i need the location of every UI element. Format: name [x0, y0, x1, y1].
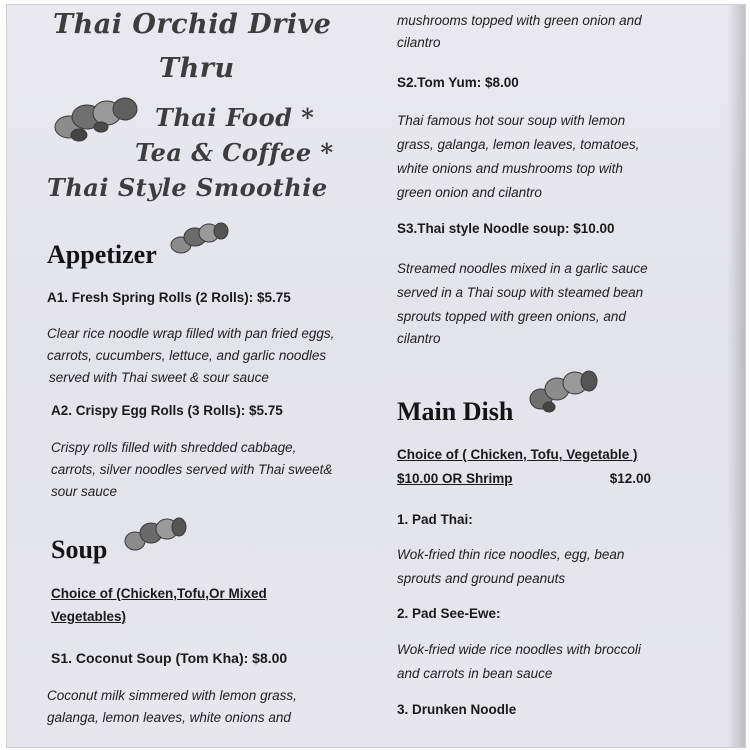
menu-item-name: A1. Fresh Spring Rolls (2 Rolls): $5.75 [47, 290, 291, 305]
soup-heading: Soup [51, 535, 108, 564]
menu-item-desc: and carrots in bean sauce [397, 666, 553, 681]
main-price-regular: $10.00 OR Shrimp [397, 471, 513, 486]
menu-item-desc: Clear rice noodle wrap filled with pan fried eggs, [47, 326, 335, 341]
main-dish-heading: Main Dish [397, 397, 514, 426]
menu-page [6, 4, 746, 748]
main-choice: Choice of ( Chicken, Tofu, Vegetable ) [397, 447, 638, 462]
menu-item-desc: green onion and cilantro [397, 185, 542, 200]
menu-item-desc: served with Thai sweet & sour sauce [49, 370, 269, 385]
restaurant-name-line2: Thru [159, 53, 235, 84]
menu-item-name: S3.Thai style Noodle soup: $10.00 [397, 221, 615, 236]
menu-item-desc: Streamed noodles mixed in a garlic sauce [397, 261, 648, 276]
menu-item-desc: Crispy rolls filled with shredded cabbage, [51, 440, 297, 455]
menu-item-desc: sprouts topped with green onions, and [397, 309, 626, 324]
menu-item-desc: carrots, cucumbers, lettuce, and garlic noodles [47, 348, 327, 363]
menu-item-desc: sour sauce [51, 484, 118, 499]
tagline-smoothie: Thai Style Smoothie [47, 173, 328, 202]
orchid-flower-icon [49, 93, 145, 149]
menu-item-name: S2.Tom Yum: $8.00 [397, 75, 519, 90]
menu-item-desc: galanga, lemon leaves, white onions and [47, 710, 291, 725]
main-price-line [397, 471, 651, 486]
menu-item-desc: sprouts and ground peanuts [397, 571, 566, 586]
menu-item-desc: cilantro [397, 331, 441, 346]
menu-item-name: 1. Pad Thai: [397, 512, 473, 527]
menu-item-desc: Wok-fried wide rice noodles with broccoli [397, 642, 641, 657]
restaurant-name: Thai Orchid Drive [53, 9, 332, 40]
soup-choice: Vegetables) [51, 609, 127, 624]
appetizer-heading: Appetizer [47, 240, 157, 269]
menu-item-desc: served in a Thai soup with steamed bean [397, 285, 644, 300]
page-edge-shadow [727, 5, 745, 747]
menu-item-desc: Thai famous hot sour soup with lemon [397, 113, 626, 128]
menu-item-desc: cilantro [397, 35, 441, 50]
menu-item-desc: mushrooms topped with green onion and [397, 13, 642, 28]
menu-item-desc: Wok-fried thin rice noodles, egg, bean [397, 547, 625, 562]
menu-item-name: S1. Coconut Soup (Tom Kha): $8.00 [51, 650, 288, 666]
menu-item-desc: Coconut milk simmered with lemon grass, [47, 688, 297, 703]
menu-item-desc: grass, galanga, lemon leaves, tomatoes, [397, 137, 640, 152]
orchid-flower-icon [167, 219, 229, 259]
tagline-tea-coffee: Tea & Coffee * [135, 138, 334, 167]
soup-choice: Choice of (Chicken,Tofu,Or Mixed [51, 586, 267, 601]
main-price-shrimp: $12.00 [609, 471, 651, 486]
menu-item-desc: carrots, silver noodles served with Thai sweet& [51, 462, 333, 477]
menu-item-name: 2. Pad See-Ewe: [397, 606, 501, 621]
orchid-flower-icon [121, 513, 187, 557]
tagline-thai-food: Thai Food * [155, 103, 315, 132]
orchid-flower-icon [525, 365, 599, 415]
menu-item-desc: white onions and mushrooms top with [397, 161, 623, 176]
menu-item-name: A2. Crispy Egg Rolls (3 Rolls): $5.75 [51, 403, 283, 418]
menu-item-name: 3. Drunken Noodle [397, 702, 517, 717]
